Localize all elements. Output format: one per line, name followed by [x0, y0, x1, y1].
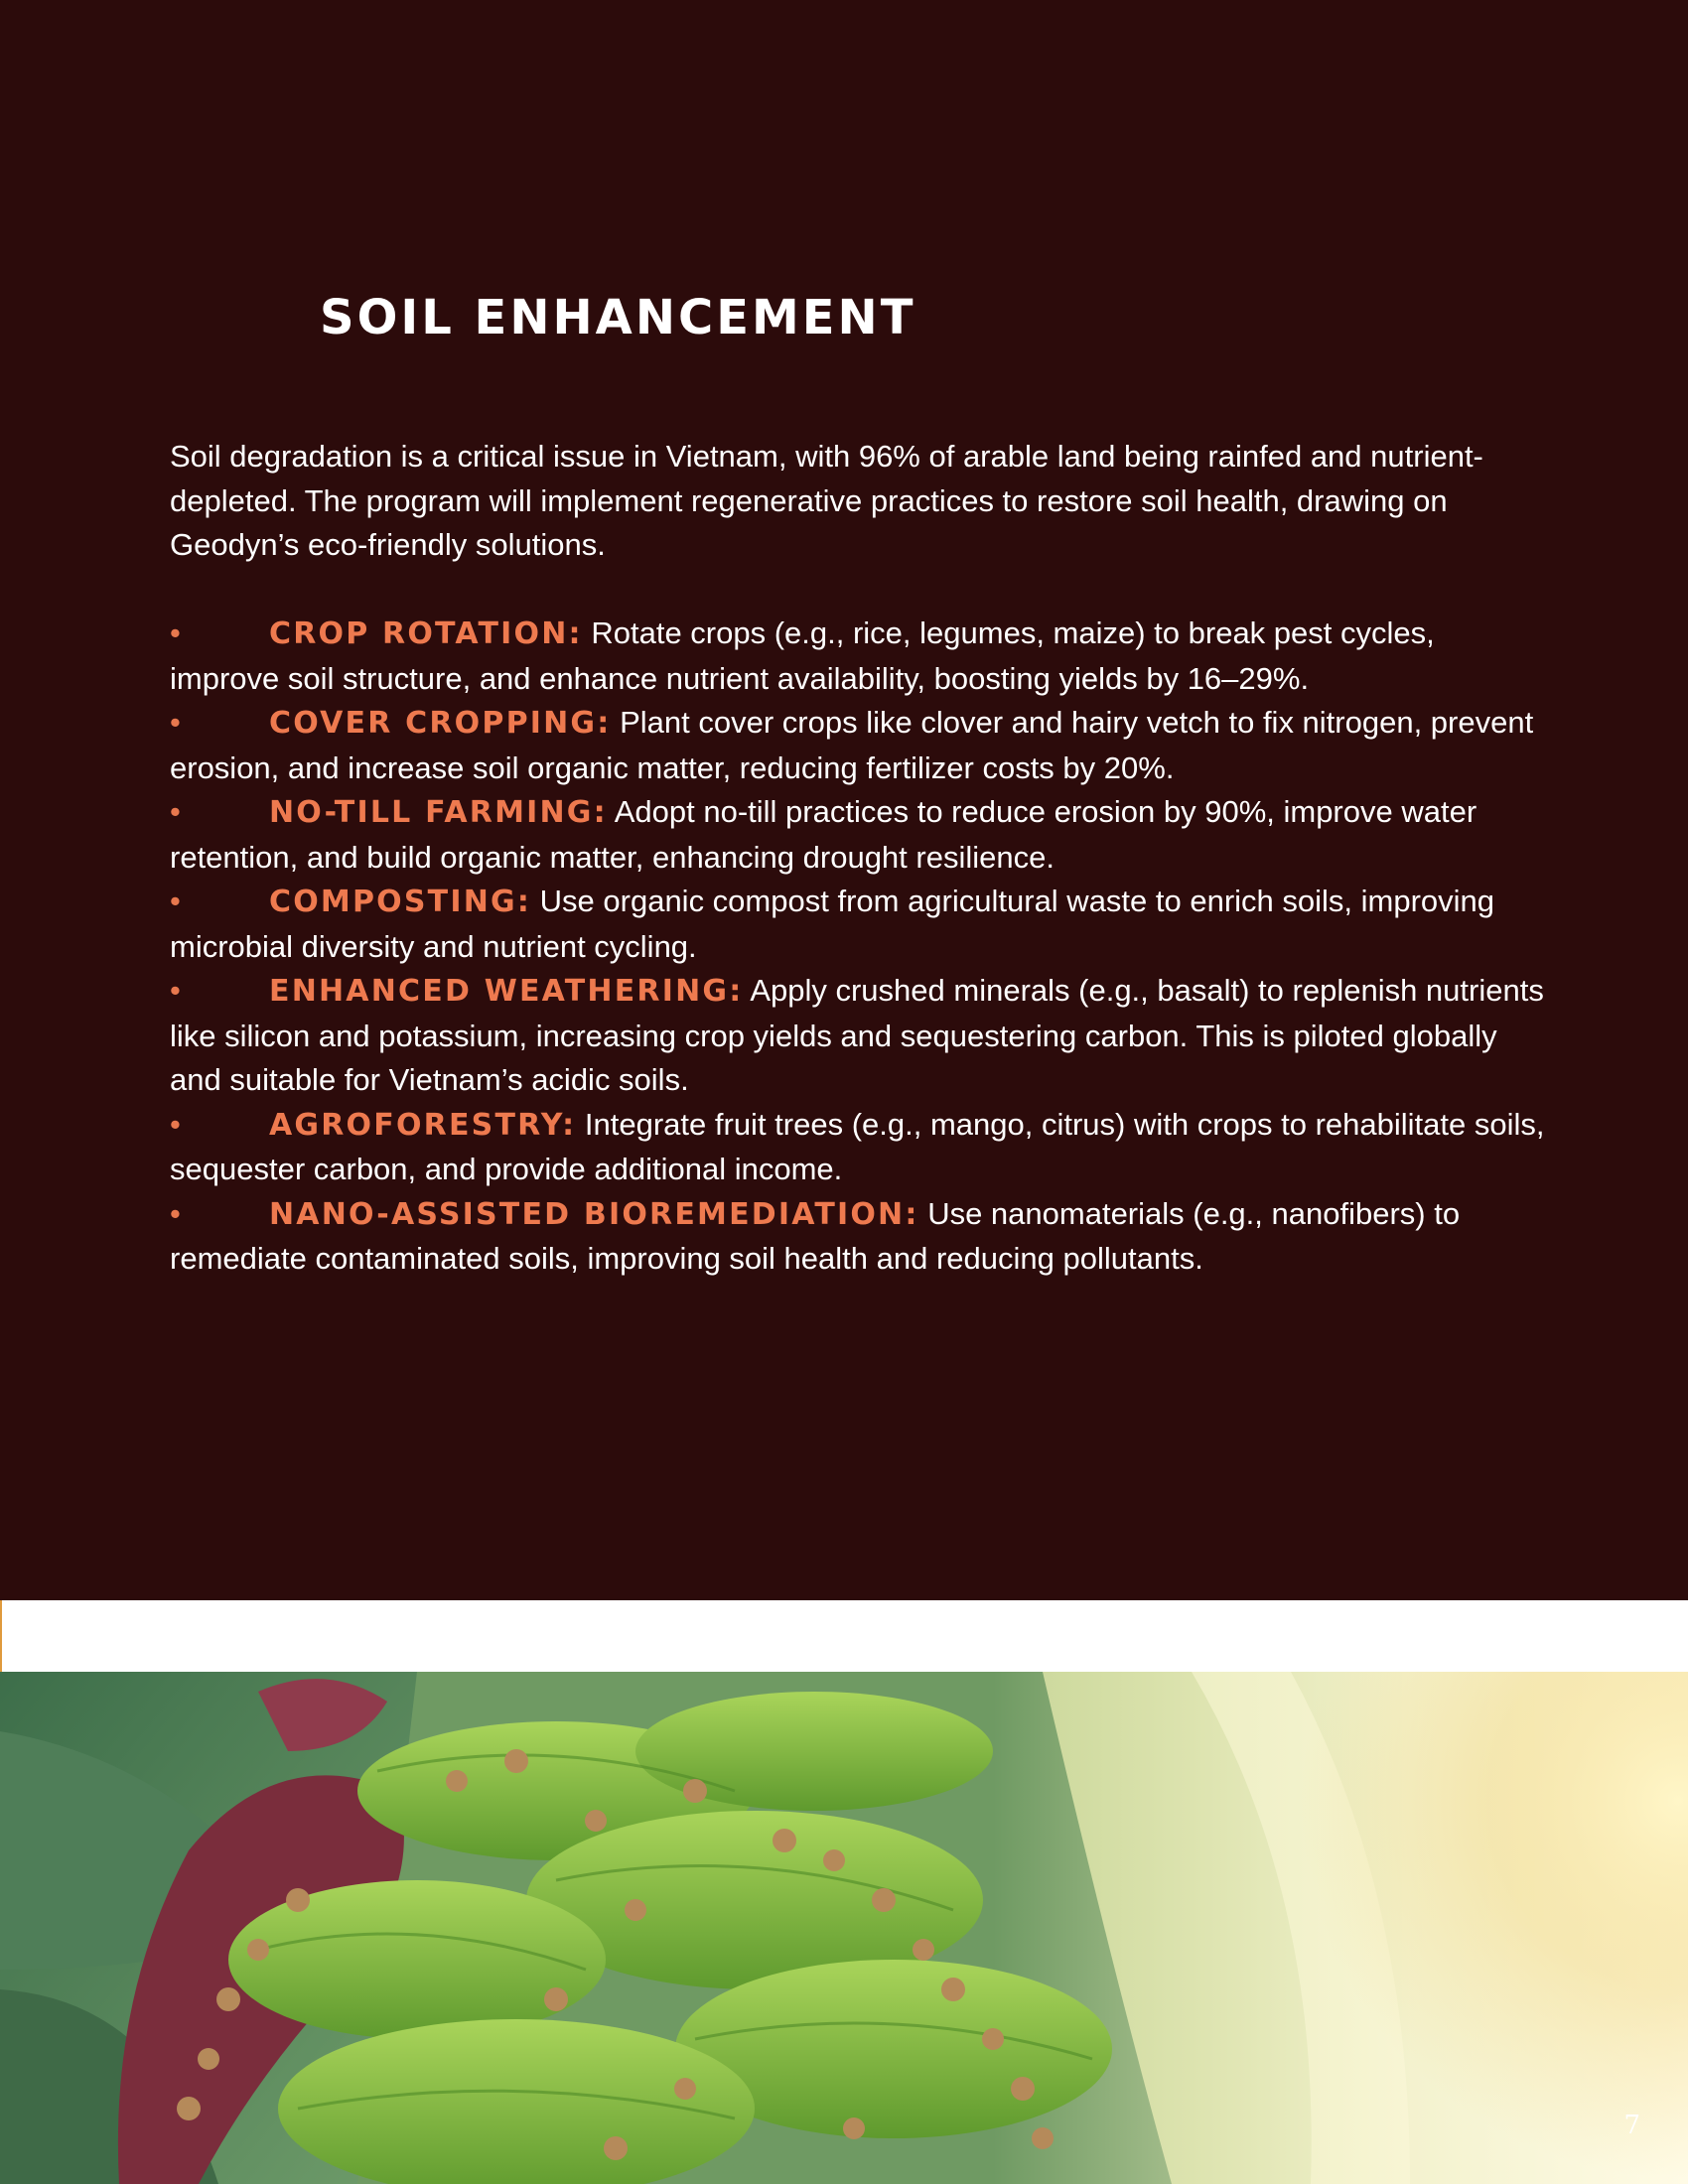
intro-paragraph: Soil degradation is a critical issue in Vietnam, with 96% of arable land being rainfed and nutrient-depleted. The program will implement regenerative practices to restore soil health, drawing on Geodyn’s eco-friendly solutions. [170, 439, 1483, 562]
list-item [170, 969, 1545, 1103]
item-term: COMPOSTING: [269, 885, 532, 919]
bullet-icon: • [170, 615, 181, 650]
bullet-icon: • [170, 973, 181, 1008]
item-text: Use nanomaterials (e.g., nanofibers) to remediate contaminated soils, improving soil health and reducing pollutants. [170, 1195, 1461, 1276]
item-term: CROP ROTATION: [269, 616, 583, 651]
list-item [170, 1103, 1545, 1192]
item-text: Plant cover crops like clover and hairy vetch to fix nitrogen, prevent erosion, and increase soil organic matter, reducing fertilizer costs by 20%. [170, 705, 1534, 785]
item-text: Use organic compost from agricultural waste to enrich soils, improving microbial diversity and nutrient cycling. [170, 884, 1495, 964]
item-term: NO-TILL FARMING: [269, 795, 608, 830]
item-text: Integrate fruit trees (e.g., mango, citrus) with crops to rehabilitate soils, sequester carbon, and provide additional income. [170, 1106, 1545, 1186]
practices-list [170, 612, 1545, 1282]
strip-accent-line [0, 1600, 2, 1672]
bullet-icon: • [170, 1106, 181, 1142]
bullet-icon: • [170, 705, 181, 740]
list-item [170, 701, 1545, 790]
bullet-icon: • [170, 884, 181, 918]
item-text: Apply crushed minerals (e.g., basalt) to replenish nutrients like silicon and potassium, increasing crop yields and sequestering carbon. This is piloted globally and suitable for Vietnam’s acidic soils. [170, 973, 1544, 1097]
page-title: SOIL ENHANCEMENT [320, 290, 916, 345]
banana-illustration [0, 1672, 1688, 2184]
item-text: Rotate crops (e.g., rice, legumes, maize) to break pest cycles, improve soil structure, and enhance nutrient availability, boosting yields by 16–29%. [170, 615, 1435, 696]
item-term: AGROFORESTRY: [269, 1107, 577, 1143]
list-item [170, 790, 1545, 880]
item-term: ENHANCED WEATHERING: [269, 974, 744, 1009]
bullet-icon: • [170, 1195, 181, 1231]
banana-photo [0, 1672, 1688, 2184]
bullet-icon: • [170, 794, 181, 829]
item-term: COVER CROPPING: [269, 706, 612, 741]
sun-glow [993, 1672, 1688, 2184]
list-item [170, 880, 1545, 969]
list-item [170, 612, 1545, 701]
white-divider-strip [0, 1600, 1688, 1672]
item-text: Adopt no-till practices to reduce erosion by 90%, improve water retention, and build organic matter, enhancing drought resilience. [170, 794, 1477, 875]
page-number: 7 [1623, 2111, 1640, 2140]
list-item [170, 1192, 1545, 1282]
item-term: NANO-ASSISTED BIOREMEDIATION: [269, 1196, 919, 1232]
